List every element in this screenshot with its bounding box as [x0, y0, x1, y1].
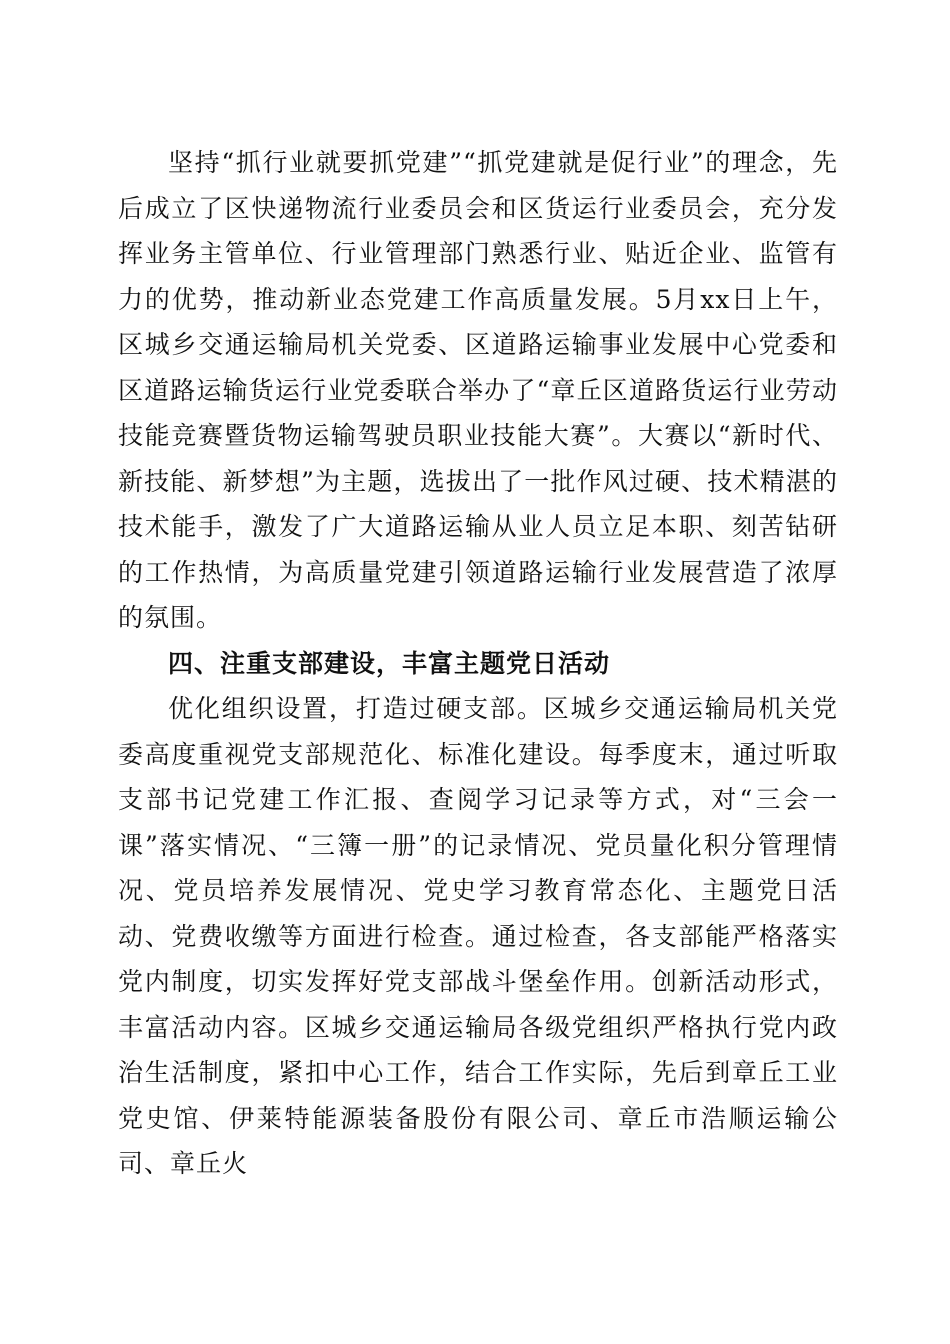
paragraph-branch-construction: 优化组织设置，打造过硬支部。区城乡交通运输局机关党委高度重视党支部规范化、标准化建设。每季度末，通过听取支部书记党建工作汇报、查阅学习记录等方式，对“三会一课”落实情况、“三簿一册”的记录情况、党员量化积分管理情况、党员培养发展情况、党史学习教育常态化、主题党日活动、党费收缴等方面进行检查。通过检查，各支部能严格落实党内制度，切实发挥好党支部战斗堡垒作用。创新活动形式，丰富活动内容。区城乡交通运输局各级党组织严格执行党内政治生活制度，紧扣中心工作，结合工作实际，先后到章丘工业党史馆、伊莱特能源装备股份有限公司、章丘市浩顺运输公司、章丘火	[118, 694, 838, 1178]
section-heading: 四、注重支部建设，丰富主题党日活动	[168, 648, 611, 678]
document-body	[118, 140, 838, 1187]
paragraph-industry-party-building: 坚持“抓行业就要抓党建”“抓党建就是促行业”的理念，先后成立了区快递物流行业委员会和区货运行业委员会，充分发挥业务主管单位、行业管理部门熟悉行业、贴近企业、监管有力的优势，推动新业态党建工作高质量发展。5月xx日上午，区城乡交通运输局机关党委、区道路运输事业发展中心党委和区道路运输货运行业党委联合举办了“章丘区道路货运行业劳动技能竞赛暨货物运输驾驶员职业技能大赛”。大赛以“新时代、新技能、新梦想”为主题，选拔出了一批作风过硬、技术精湛的技术能手，激发了广大道路运输从业人员立足本职、刻苦钻研的工作热情，为高质量党建引领道路运输行业发展营造了浓厚的氛围。	[118, 148, 838, 632]
